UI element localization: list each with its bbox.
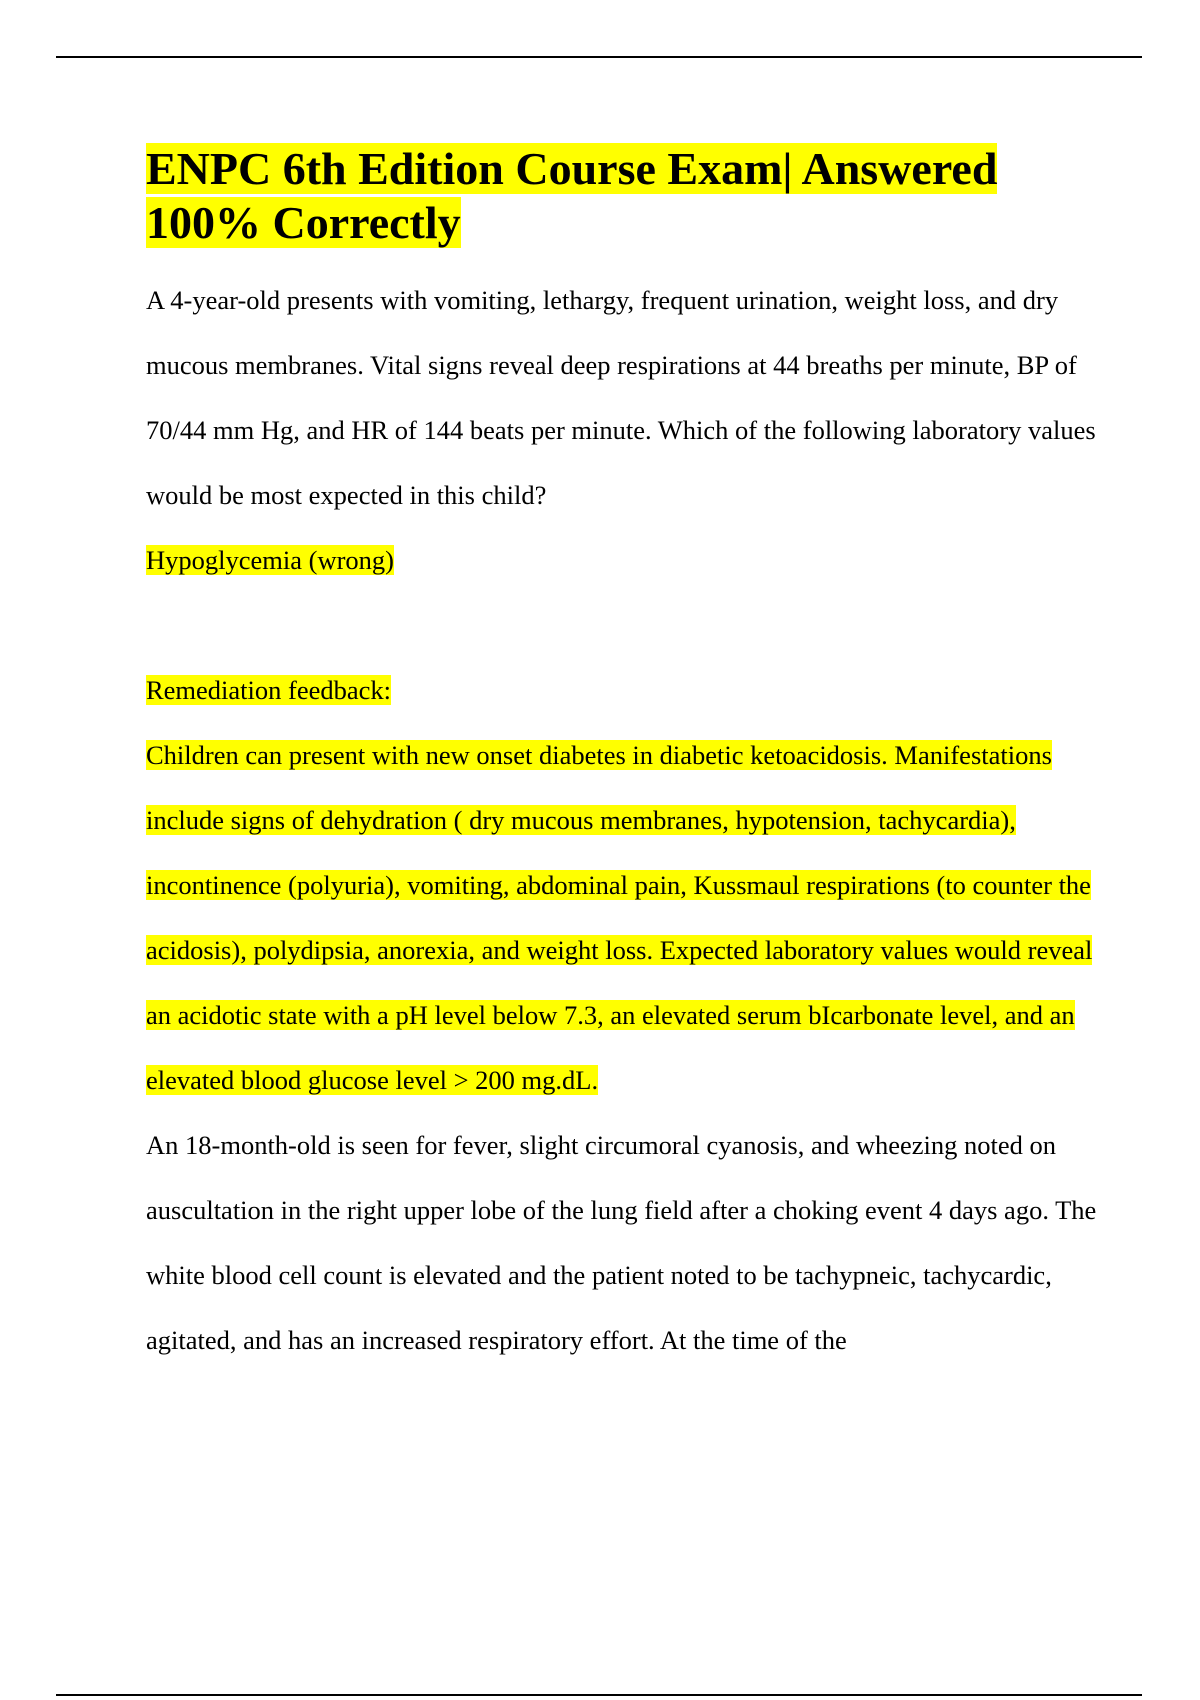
question-1-text: A 4-year-old presents with vomiting, lethargy, frequent urination, weight loss, and dry mucous membranes. Vital signs reveal deep respirations at 44 breaths per minute, BP of 70/44 mm Hg, and HR of 144 beats per minute. Which of the following laboratory values would be most expected in this child? [146, 285, 1096, 510]
question-2-text: An 18-month-old is seen for fever, slight circumoral cyanosis, and wheezing noted on auscultation in the right upper lobe of the lung field after a choking event 4 days ago. The white blood cell count is elevated and the patient noted to be tachypneic, tachycardic, agitated, and has an increased respiratory effort. At the time of the [146, 1130, 1097, 1355]
blank-line [146, 593, 1106, 658]
top-rule [56, 56, 1142, 58]
remediation-text [146, 723, 1106, 1113]
remediation-text-highlight: Children can present with new onset diabetes in diabetic ketoacidosis. Manifestations include signs of dehydration ( dry mucous membranes, hypotension, tachycardia), incontinence (polyuria), vomiting, abdominal pain, Kussmaul respirations (to counter the acidosis), polydipsia, anorexia, and weight loss. Expected laboratory values would reveal an acidotic state with a pH level below 7.3, an elevated serum bIcarbonate level, and an elevated blood glucose level > 200 mg.dL. [146, 740, 1093, 1095]
title-highlight: ENPC 6th Edition Course Exam| Answered 100% Correctly [146, 143, 998, 248]
answer-1-highlight: Hypoglycemia (wrong) [146, 545, 394, 575]
remediation-label-highlight: Remediation feedback: [146, 675, 392, 705]
document-title [146, 142, 1106, 250]
document-body [146, 142, 1106, 1373]
bottom-rule [56, 1694, 1142, 1696]
answer-1 [146, 528, 1106, 593]
remediation-label [146, 658, 1106, 723]
